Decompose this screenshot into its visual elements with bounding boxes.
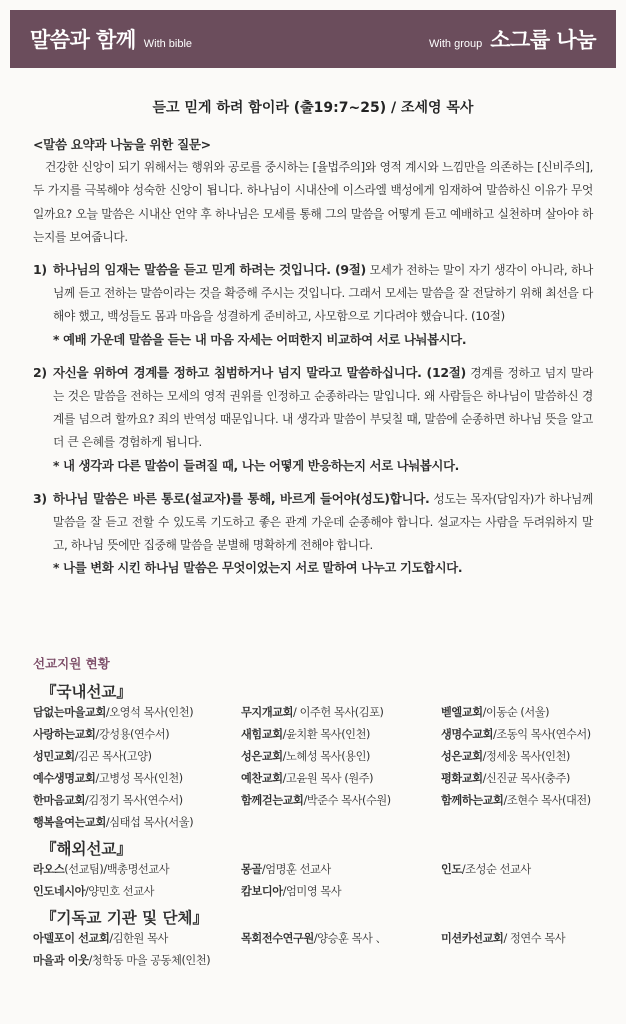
- church-name: 새힘교회: [241, 728, 283, 741]
- mission-item: [33, 769, 241, 789]
- church-name: 담없는마을교회: [33, 706, 106, 719]
- domestic-missions-list: [33, 703, 603, 833]
- point-body: [53, 258, 593, 329]
- point-text: 모세가 전하는 말이 자기 생각이 아니라, 하나님께 듣고 전하는 말씀이라는 것을 확증해 주시는 것입니다. 그래서 모세는 말씀을 잘 전달하기 위해 최선을 다해야 했고, 백성들도 몸과 마음을 성결하게 준비하고, 사모함으로 기다려야 했습니다. (10절): [53, 263, 593, 324]
- church-detail: /박준수 목사(수원): [303, 794, 391, 807]
- church-detail: / 이주헌 목사(김포): [293, 706, 384, 719]
- church-detail: /이동순 (서울): [482, 706, 550, 719]
- mission-support: [33, 678, 603, 971]
- mission-item: [33, 725, 241, 745]
- institutions-list: [33, 929, 603, 971]
- church-detail: /윤치환 목사(인천): [282, 728, 370, 741]
- church-detail: /노혜성 목사(용인): [282, 750, 370, 763]
- header-right: [429, 24, 596, 54]
- mission-item: [33, 860, 241, 880]
- mission-item: [241, 860, 441, 880]
- point-number: 1): [33, 262, 47, 278]
- mission-item: [33, 791, 241, 811]
- mission-name: 인도: [441, 863, 462, 876]
- sermon-title: 듣고 믿게 하려 함이라 (출19:7~25) / 조세영 목사: [152, 100, 474, 116]
- institution-name: 마을과 이웃: [33, 954, 89, 967]
- mission-item: [33, 703, 241, 723]
- church-detail: /정세웅 목사(인천): [482, 750, 570, 763]
- mission-item: [33, 747, 241, 767]
- point-1: [33, 258, 593, 329]
- mission-item: [241, 703, 441, 723]
- sermon-content: [33, 133, 593, 581]
- church-name: 무지개교회: [241, 706, 294, 719]
- church-name: 함께걷는교회: [241, 794, 304, 807]
- mission-name: 인도네시아: [33, 885, 86, 898]
- church-detail: /고윤원 목사 (원주): [282, 772, 374, 785]
- discussion-question: * 나를 변화 시킨 하나님 말씀은 무엇이었는지 서로 말하여 나누고 기도합시다.: [53, 561, 463, 576]
- mission-item: [33, 929, 241, 949]
- church-name: 평화교회: [441, 772, 483, 785]
- mission-detail: /양민호 선교사: [85, 885, 155, 898]
- institution-name: 목회전수연구원: [241, 932, 314, 945]
- mission-item: [241, 929, 441, 949]
- church-detail: /김곤 목사(고양): [74, 750, 152, 763]
- mission-detail: /조성순 선교사: [461, 863, 531, 876]
- header-group-subtitle: With group: [429, 38, 483, 50]
- mission-item: [441, 703, 603, 723]
- church-name: 성민교회: [33, 750, 75, 763]
- church-detail: /신진균 목사(충주): [482, 772, 570, 785]
- institution-detail: / 정연수 목사: [503, 932, 566, 945]
- point-body: [53, 361, 593, 455]
- institution-detail: /김한원 목사: [109, 932, 168, 945]
- church-detail: /고병성 목사(인천): [95, 772, 183, 785]
- mission-support-title: 선교지원 현황: [33, 656, 110, 671]
- header-left: [30, 24, 192, 54]
- point-heading: 하나님의 임재는 말씀을 듣고 믿게 하려는 것입니다. (9절): [53, 262, 366, 278]
- mission-item: [441, 725, 603, 745]
- discussion-question: * 예배 가운데 말씀을 듣는 내 마음 자세는 어떠한지 비교하여 서로 나눠봅시다.: [53, 332, 467, 347]
- church-name: 행복을여는교회: [33, 816, 106, 829]
- institution-detail: /양승훈 목사 、: [313, 932, 387, 945]
- point-text: 성도는 목자(담임자)가 하나님께 말씀을 잘 듣고 전할 수 있도록 기도하고 좋은 관계 가운데 순종해야 합니다. 설교자는 사람을 두려워하지 말고, 하나님 뜻에만 집중해 말씀을 분별해 명확하게 전해야 합니다.: [53, 491, 593, 553]
- institution-detail: /청학동 마을 공동체(인천): [88, 954, 211, 967]
- point-heading: 자신을 위하여 경계를 정하고 침범하거나 넘지 말라고 말씀하십니다. (12절): [53, 364, 466, 380]
- mission-item: [241, 769, 441, 789]
- church-detail: /심태섭 목사(서울): [105, 816, 194, 829]
- church-detail: /조동익 목사(연수서): [493, 728, 591, 741]
- mission-item: [441, 860, 603, 880]
- mission-item: [441, 791, 603, 811]
- overseas-missions-title: 『해외선교』: [41, 840, 132, 858]
- point-heading: 하나님 말씀은 바른 통로(설교자)를 통해, 바르게 들어야(성도)합니다.: [53, 490, 430, 506]
- mission-name: 라오스: [33, 863, 65, 876]
- point-number: 2): [33, 364, 47, 380]
- mission-detail: /엄명훈 선교사: [261, 863, 331, 876]
- mission-name: 몽골: [241, 863, 262, 876]
- mission-item: [441, 769, 603, 789]
- summary-heading: <말씀 요약과 나눔을 위한 질문>: [33, 137, 211, 152]
- point-2: [33, 361, 593, 455]
- mission-item: [241, 725, 441, 745]
- mission-item: [241, 882, 441, 902]
- institution-name: 아델포이 선교회: [33, 932, 110, 945]
- church-name: 성은교회: [441, 750, 483, 763]
- point-3: [33, 487, 593, 558]
- church-name: 사랑하는교회: [33, 728, 96, 741]
- point-number: 3): [33, 490, 47, 506]
- mission-item: [33, 951, 241, 971]
- church-name: 생명수교회: [441, 728, 494, 741]
- church-name: 예수생명교회: [33, 772, 96, 785]
- header-subtitle: With bible: [143, 38, 193, 50]
- overseas-missions-list: [33, 860, 603, 902]
- church-name: 함께하는교회: [441, 794, 504, 807]
- header-group-title: 소그룹 나눔: [490, 28, 596, 52]
- church-detail: /김정기 목사(연수서): [85, 794, 183, 807]
- mission-item: [441, 929, 603, 949]
- church-detail: /조현수 목사(대전): [503, 794, 591, 807]
- mission-name: 캄보디아: [241, 885, 283, 898]
- discussion-question: * 내 생각과 다른 말씀이 들려질 때, 나는 어떻게 반응하는지 서로 나눠봅시다.: [53, 458, 460, 473]
- mission-item: [241, 747, 441, 767]
- church-detail: /강성용(연수서): [95, 728, 170, 741]
- mission-detail: /엄미영 목사: [282, 885, 342, 898]
- institutions-title: 『기독교 기관 및 단체』: [41, 909, 208, 927]
- summary-text: 건강한 신앙이 되기 위해서는 행위와 공로를 중시하는 [율법주의]와 영적 계시와 느낌만을 의존하는 [신비주의], 두 가지를 극복해야 성숙한 신앙이 됩니다. 하나님이 시내산에 이스라엘 백성에게 임재하여 말씀하신 이유가 무엇일까요? 오늘 말씀은 시내산 언약 후 하나님은 모세를 통해 그의 말씀을 어떻게 듣고 예배하고 실천하며 살아야 하는지를 보여줍니다.: [33, 160, 593, 244]
- mission-item: [241, 791, 441, 811]
- mission-detail: (선교팀)/백총명선교사: [64, 863, 170, 876]
- header-title: 말씀과 함께: [30, 28, 136, 52]
- institution-name: 미션카선교회: [441, 932, 504, 945]
- mission-item: [33, 882, 241, 902]
- page-header: [10, 10, 616, 68]
- mission-item: [441, 747, 603, 767]
- mission-item: [33, 813, 241, 833]
- point-body: [53, 487, 593, 558]
- church-name: 한마음교회: [33, 794, 86, 807]
- church-detail: /오영석 목사(인천): [105, 706, 194, 719]
- domestic-missions-title: 『국내선교』: [41, 683, 132, 701]
- church-name: 예찬교회: [241, 772, 283, 785]
- church-name: 성은교회: [241, 750, 283, 763]
- point-text: 경계를 정하고 넘지 말라는 것은 말씀을 전하는 모세의 영적 권위를 인정하고 순종하라는 말입니다. 왜 사람들은 하나님이 말씀하신 경계를 넘으려 할까요? 죄의 반역성 때문입니다. 내 생각과 말씀이 부딪칠 때, 말씀에 순종하면 하나님 뜻을 알고 더 큰 은혜를 경험하게 됩니다.: [53, 365, 594, 450]
- church-name: 벧엘교회: [441, 706, 483, 719]
